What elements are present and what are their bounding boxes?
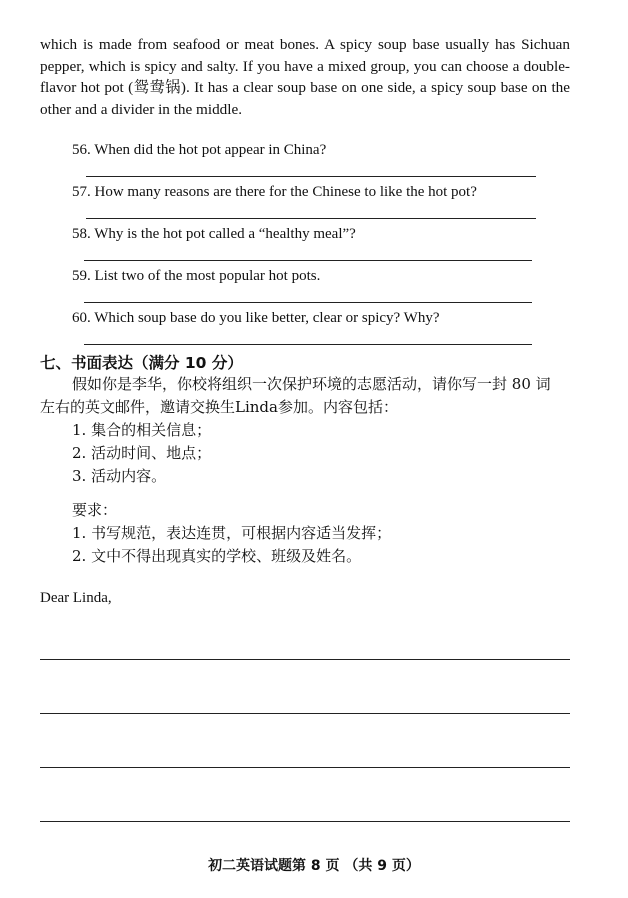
question-number: 59. <box>72 268 91 284</box>
reading-passage: which is made from seafood or meat bones. A spicy soup base usually has Sichuan pepper, which is spicy and salty. If you have a mixed group, you can choose a double-flavor hot pot (鸳鸯锅). It has a clear soup base on one side, a spicy soup base on the other and a divider in the middle. <box>40 36 570 118</box>
answer-line-57[interactable] <box>86 218 536 219</box>
question-56 <box>72 141 326 159</box>
writing-line-2[interactable] <box>40 713 570 714</box>
question-text: How many reasons are there for the Chinese to like the hot pot? <box>94 184 477 200</box>
content-item-3: 3. 活动内容。 <box>72 467 167 485</box>
requirement-1: 1. 书写规范，表达连贯，可根据内容适当发挥； <box>72 524 392 542</box>
answer-line-60[interactable] <box>84 344 532 345</box>
question-text: Why is the hot pot called a “healthy meal”? <box>94 226 356 242</box>
writing-intro-line2: 左右的英文邮件，邀请交换生Linda参加。内容包括： <box>40 398 398 416</box>
answer-line-56[interactable] <box>86 176 536 177</box>
question-number: 58. <box>72 226 91 242</box>
requirement-2: 2. 文中不得出现真实的学校、班级及姓名。 <box>72 547 362 565</box>
answer-line-58[interactable] <box>84 260 532 261</box>
question-59 <box>72 267 320 285</box>
content-item-1: 1. 集合的相关信息； <box>72 421 212 439</box>
question-text: List two of the most popular hot pots. <box>94 268 321 284</box>
letter-greeting: Dear Linda, <box>40 590 112 606</box>
question-57 <box>72 183 477 201</box>
section-title: 七、书面表达（满分 10 分） <box>40 354 243 372</box>
answer-line-59[interactable] <box>84 302 532 303</box>
content-item-2: 2. 活动时间、地点； <box>72 444 212 462</box>
question-58 <box>72 225 356 243</box>
writing-line-3[interactable] <box>40 767 570 768</box>
writing-line-1[interactable] <box>40 659 570 660</box>
question-text: Which soup base do you like better, clear or spicy? Why? <box>94 310 440 326</box>
page-footer: 初二英语试题第 8 页 （共 9 页） <box>208 858 420 874</box>
question-number: 57. <box>72 184 91 200</box>
question-number: 60. <box>72 310 91 326</box>
writing-intro-line1: 假如你是李华，你校将组织一次保护环境的志愿活动，请你写一封 80 词 <box>72 375 551 393</box>
requirements-title: 要求： <box>72 501 118 519</box>
question-number: 56. <box>72 142 91 158</box>
question-60 <box>72 309 440 327</box>
question-text: When did the hot pot appear in China? <box>94 142 327 158</box>
writing-line-4[interactable] <box>40 821 570 822</box>
